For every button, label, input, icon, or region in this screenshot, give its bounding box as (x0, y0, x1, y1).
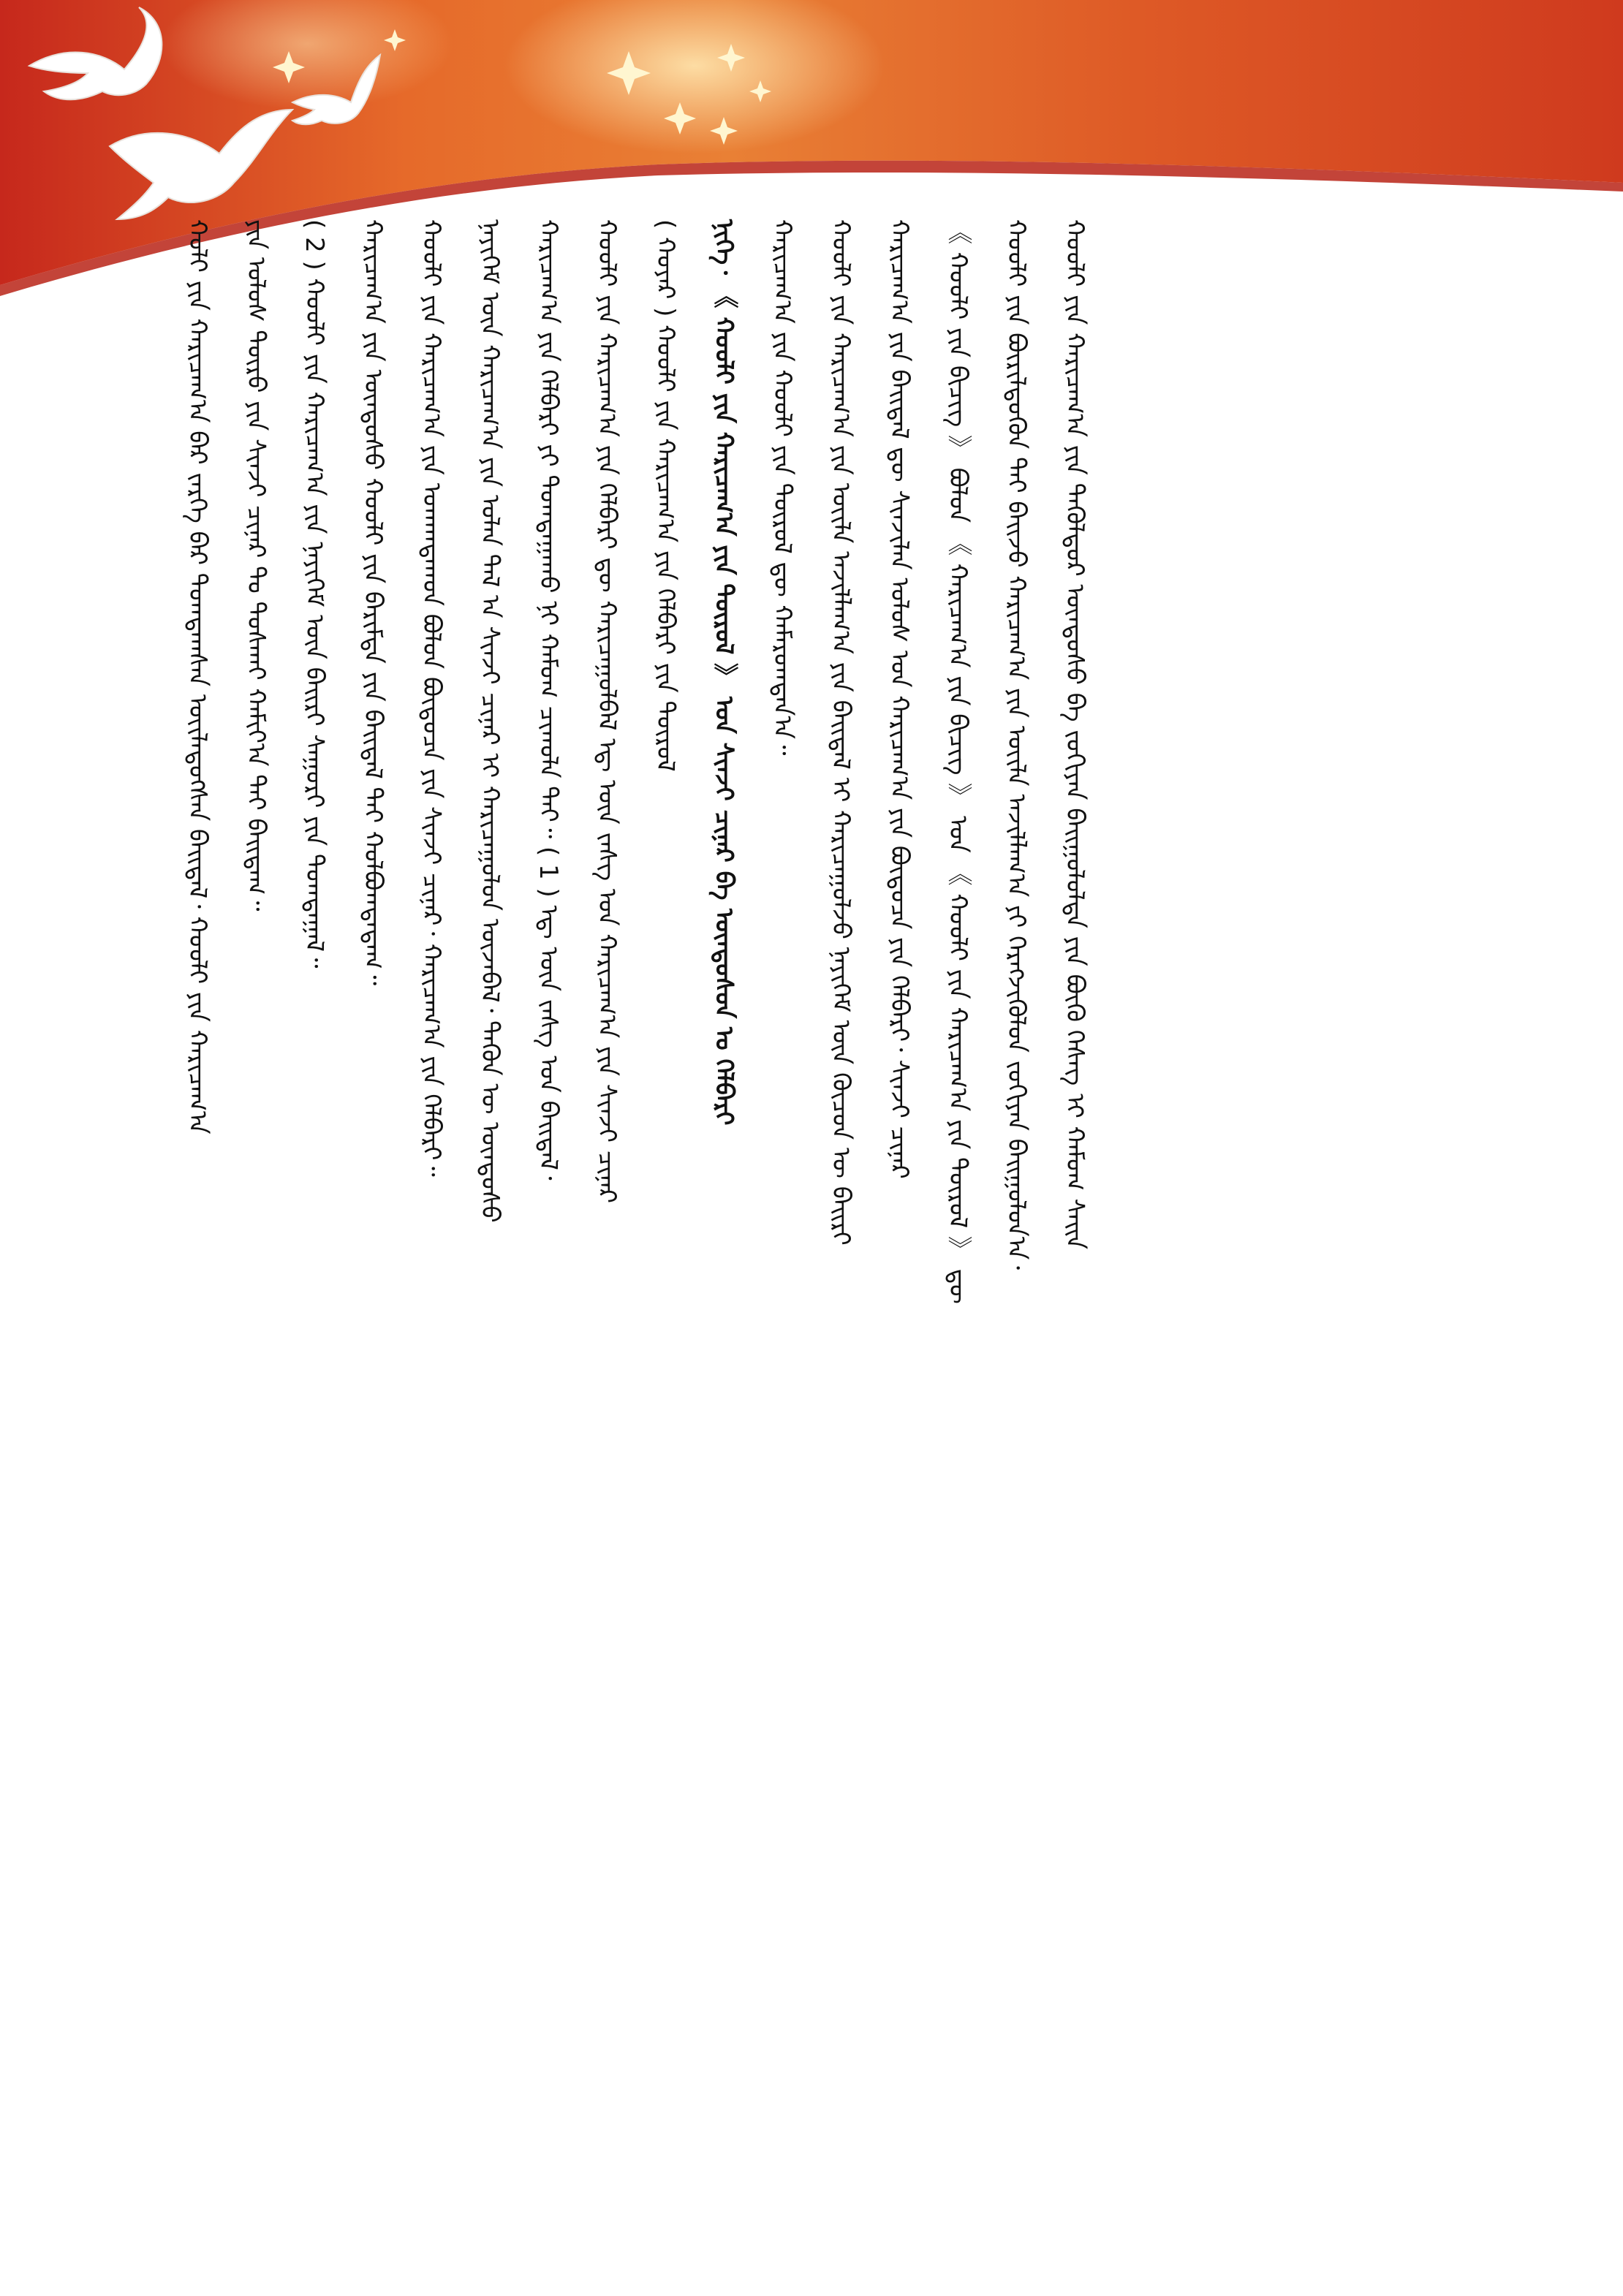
text-line: ᠬᠠᠷᠢᠴᠠᠭ᠎ᠠ ᠶᠢᠨ ᠦᠨᠳᠦᠰᠦ ᠬᠣᠤᠯᠢ ᠶᠢᠨ ᠪᠠᠷᠢᠮᠲᠠ ᠶᠢᠨ ᠪᠠᠢᠳᠠᠯ ᠲᠠᠢ ᠬᠣᠯᠪᠣᠭᠳᠠᠳᠠᠭ᠃ (358, 219, 387, 986)
section-heading: ᠨᠢᠭᠡ᠂ 《 ᠬᠣᠤᠯᠢ ᠶᠢᠨ ᠬᠠᠷᠢᠴᠠᠭ᠎ᠠ ᠶᠢᠨ ᠲᠥᠷᠥᠯ 》 ᠤᠨ ᠰᠢᠨᠵᠢ ᠴᠢᠨᠠᠷ ᠪᠠ ᠦᠨᠳᠦᠰᠦᠨ ᠤ ᠬᠡᠯᠪᠡᠷᠢ (709, 219, 738, 1126)
text-line: ( 2 ) ᠬᠣᠤᠯᠢ ᠶᠢᠨ ᠬᠠᠷᠢᠴᠠᠭ᠎ᠠ ᠶᠢᠨ ᠨᠡᠶᠢᠭᠡᠮ ᠦᠨ ᠪᠠᠢᠷᠢ ᠰᠠᠭᠤᠷᠢ ᠶᠢᠨ ᠲᠣᠭᠲᠠᠭᠠᠯ᠃ (300, 219, 329, 969)
text-line: ᠬᠠᠷᠢᠴᠠᠭ᠎ᠠ ᠶᠢᠨ ᠪᠠᠢᠳᠠᠯ ᠳᠦ ᠰᠢᠨᠵᠢᠯᠡᠨ ᠤᠯᠤᠰ ᠤᠨ ᠬᠠᠷᠢᠴᠠᠭ᠎ᠠ ᠶᠢᠨ ᠪᠦᠲᠦᠴᠡ ᠶᠢᠨ ᠬᠡᠯᠪᠡᠷᠢ᠂ ᠰᠢᠨᠵᠢ ᠴᠢᠨᠠᠷ (885, 219, 914, 1179)
text-line: ᠬᠣᠯᠢ ᠶᠢᠨ ᠬᠠᠷᠢᠴᠠᠭ᠎ᠠ ᠪᠡᠷ ᠵᠡᠷᠭᠡ ᠪᠠᠷ ᠲᠣᠭᠲᠠᠭᠰᠠᠨ ᠦᠢᠯᠡᠳᠦᠭᠰᠡᠨ ᠪᠠᠢᠳᠠᠯ᠂ ᠬᠣᠤᠯᠢ ᠶᠢᠨ ᠬᠠᠷᠢᠴᠠᠭ᠎ᠠ (183, 219, 212, 1134)
text-line: ᠬᠠᠷᠢᠴᠠᠭ᠎ᠠ ᠶᠢᠨ ᠬᠡᠯᠪᠡᠷᠢ ᠶᠢ ᠲᠣᠭᠲᠠᠭᠠᠬᠤ ᠨᠢ ᠬᠠᠮᠤᠭ ᠴᠢᠬᠤᠯᠠ ᠲᠠᠢ᠃ ( 1 ) ᠡᠳ᠋ ᠦᠨ ᠵᠠᠰᠭ ᠤᠨ ᠪᠠᠢᠳᠠᠯ᠂ (534, 219, 563, 1181)
text-line: ᠬᠣᠤᠯᠢ ᠶᠢᠨ ᠬᠠᠷᠢᠴᠠᠭ᠎ᠠ ᠶᠢᠨ ᠤᠬᠠᠭᠳᠠᠬᠤᠨ ᠪᠣᠯᠤᠨ ᠪᠦᠲᠦᠴᠡ ᠶᠢᠨ ᠰᠢᠨᠵᠢ ᠴᠢᠨᠠᠷ᠂ ᠬᠠᠷᠢᠴᠠᠭ᠎ᠠ ᠶᠢᠨ ᠬᠡᠯᠪᠡᠷᠢ᠃ (417, 219, 446, 1177)
text-line: ᠬᠣᠤᠯᠢ ᠶᠢᠨ ᠪᠦᠷᠢᠯᠳᠦᠭᠦᠨ ᠲᠠᠢ ᠪᠠᠢᠵᠤ ᠬᠠᠷᠢᠴᠠᠭ᠎ᠠ ᠶᠢᠨ ᠦᠢᠯᠡ ᠠᠵᠢᠯᠯᠠᠭ᠎ᠠ ᠶᠢ ᠬᠡᠷᠡᠭᠵᠢᠭᠦᠯᠦᠨ ᠵᠣᠬᠢᠶᠠᠨ ᠪᠠᠢᠭᠤᠯᠤᠨ᠎ᠠ᠂ (1002, 219, 1031, 1270)
text-line: ᠬᠣᠤᠯᠢ ᠶᠢᠨ ᠬᠠᠷᠢᠴᠠᠭ᠎ᠠ ᠶᠢᠨ ᠬᠡᠯᠪᠡᠷᠢ ᠳᠦ ᠬᠠᠷᠢᠴᠠᠭᠤᠯᠪᠠᠯ ᠡᠳ᠋ ᠦᠨ ᠵᠠᠰᠭ ᠤᠨ ᠬᠠᠷᠢᠴᠠᠭ᠎ᠠ ᠶᠢᠨ ᠰᠢᠨᠵᠢ ᠴᠢᠨᠠᠷ (592, 219, 621, 1204)
document-body (168, 219, 1506, 2091)
text-line: 《 ᠬᠣᠤᠯᠢ ᠶᠢᠨ ᠪᠢᠴᠢᠭ 》 ᠪᠣᠯᠤᠨ 《 ᠬᠠᠷᠢᠴᠠᠭ᠎ᠠ ᠶᠢᠨ ᠪᠢᠴᠢᠭ 》 ᠤᠨ 《 ᠬᠣᠤᠯᠢ ᠶᠢᠨ ᠬᠠᠷᠢᠴᠠᠭ᠎ᠠ ᠶᠢᠨ ᠲᠥᠷᠥᠯ 》 ᠳᠦ (943, 219, 972, 1304)
text-line: ( ᠬᠣᠶᠠᠷ ) ᠬᠣᠤᠯᠢ ᠶᠢᠨ ᠬᠠᠷᠢᠴᠠᠭ᠎ᠠ ᠶᠢᠨ ᠬᠡᠯᠪᠡᠷᠢ ᠶᠢᠨ ᠲᠥᠷᠥᠯ (651, 219, 680, 772)
text-line: ᠬᠣᠤᠯᠢ ᠶᠢᠨ ᠬᠠᠷᠢᠴᠠᠭ᠎ᠠ ᠶᠢᠨ ᠲᠡᠭᠦᠯᠳᠦᠷ ᠦᠨᠳᠦᠰᠦ ᠪᠠ ᠵᠣᠬᠢᠶᠠᠨ ᠪᠠᠢᠭᠤᠯᠤᠯᠲᠠ ᠶᠢᠨ ᠪᠦᠬᠦ ᠬᠡᠰᠡᠭ ᠢ ᠬᠠᠮᠤᠭ ᠰᠠᠢᠨ (1060, 219, 1089, 1250)
text-line: ᠨᠡᠶᠢᠭᠡᠮ ᠦᠨ ᠬᠠᠷᠢᠴᠠᠭ᠎ᠠ ᠶᠢᠨ ᠣᠯᠠᠨ ᠲᠠᠯ ᠠ ᠰᠢᠨᠵᠢ ᠴᠢᠨᠠᠷ ᠢ ᠬᠠᠷᠢᠴᠠᠭᠤᠯᠤᠨ ᠦᠵᠡᠪᠡᠯ᠂ ᠲᠡᠭᠦᠨ ᠦ ᠦᠨᠳᠦᠰᠦ (475, 219, 504, 1223)
text-line: ᠬᠠᠷᠢᠴᠠᠭ᠎ᠠ ᠶᠢᠨ ᠬᠣᠤᠯᠢ ᠶᠢᠨ ᠲᠥᠷᠥᠯ ᠳᠦ ᠬᠠᠮᠠᠷᠤᠭᠳᠠᠨ᠎ᠠ᠃ (768, 219, 797, 756)
text-line: ᠶᠢᠨ ᠤᠯᠤᠰ ᠲᠦᠷᠦ ᠶᠢᠨ ᠰᠢᠨᠵᠢ ᠴᠢᠨᠠᠷ ᠲᠤ ᠲᠤᠰᠬᠠᠢ ᠬᠠᠮᠢᠶ᠎ᠠ ᠲᠠᠢ ᠪᠠᠢᠳᠠᠭ᠃ (241, 219, 270, 912)
text-line: ᠬᠣᠤᠯᠢ ᠶᠢᠨ ᠬᠠᠷᠢᠴᠠᠭ᠎ᠠ ᠶᠢᠨ ᠦᠢᠯᠡ ᠠᠵᠢᠯᠯᠠᠭ᠎ᠠ ᠶᠢᠨ ᠪᠠᠢᠳᠠᠯ ᠢ ᠬᠠᠷᠢᠴᠠᠭᠤᠯᠵᠤ ᠨᠡᠶᠢᠭᠡᠮ ᠦᠨ ᠬᠦᠴᠦᠨ ᠦ ᠪᠠᠢᠷᠢ (826, 219, 855, 1246)
